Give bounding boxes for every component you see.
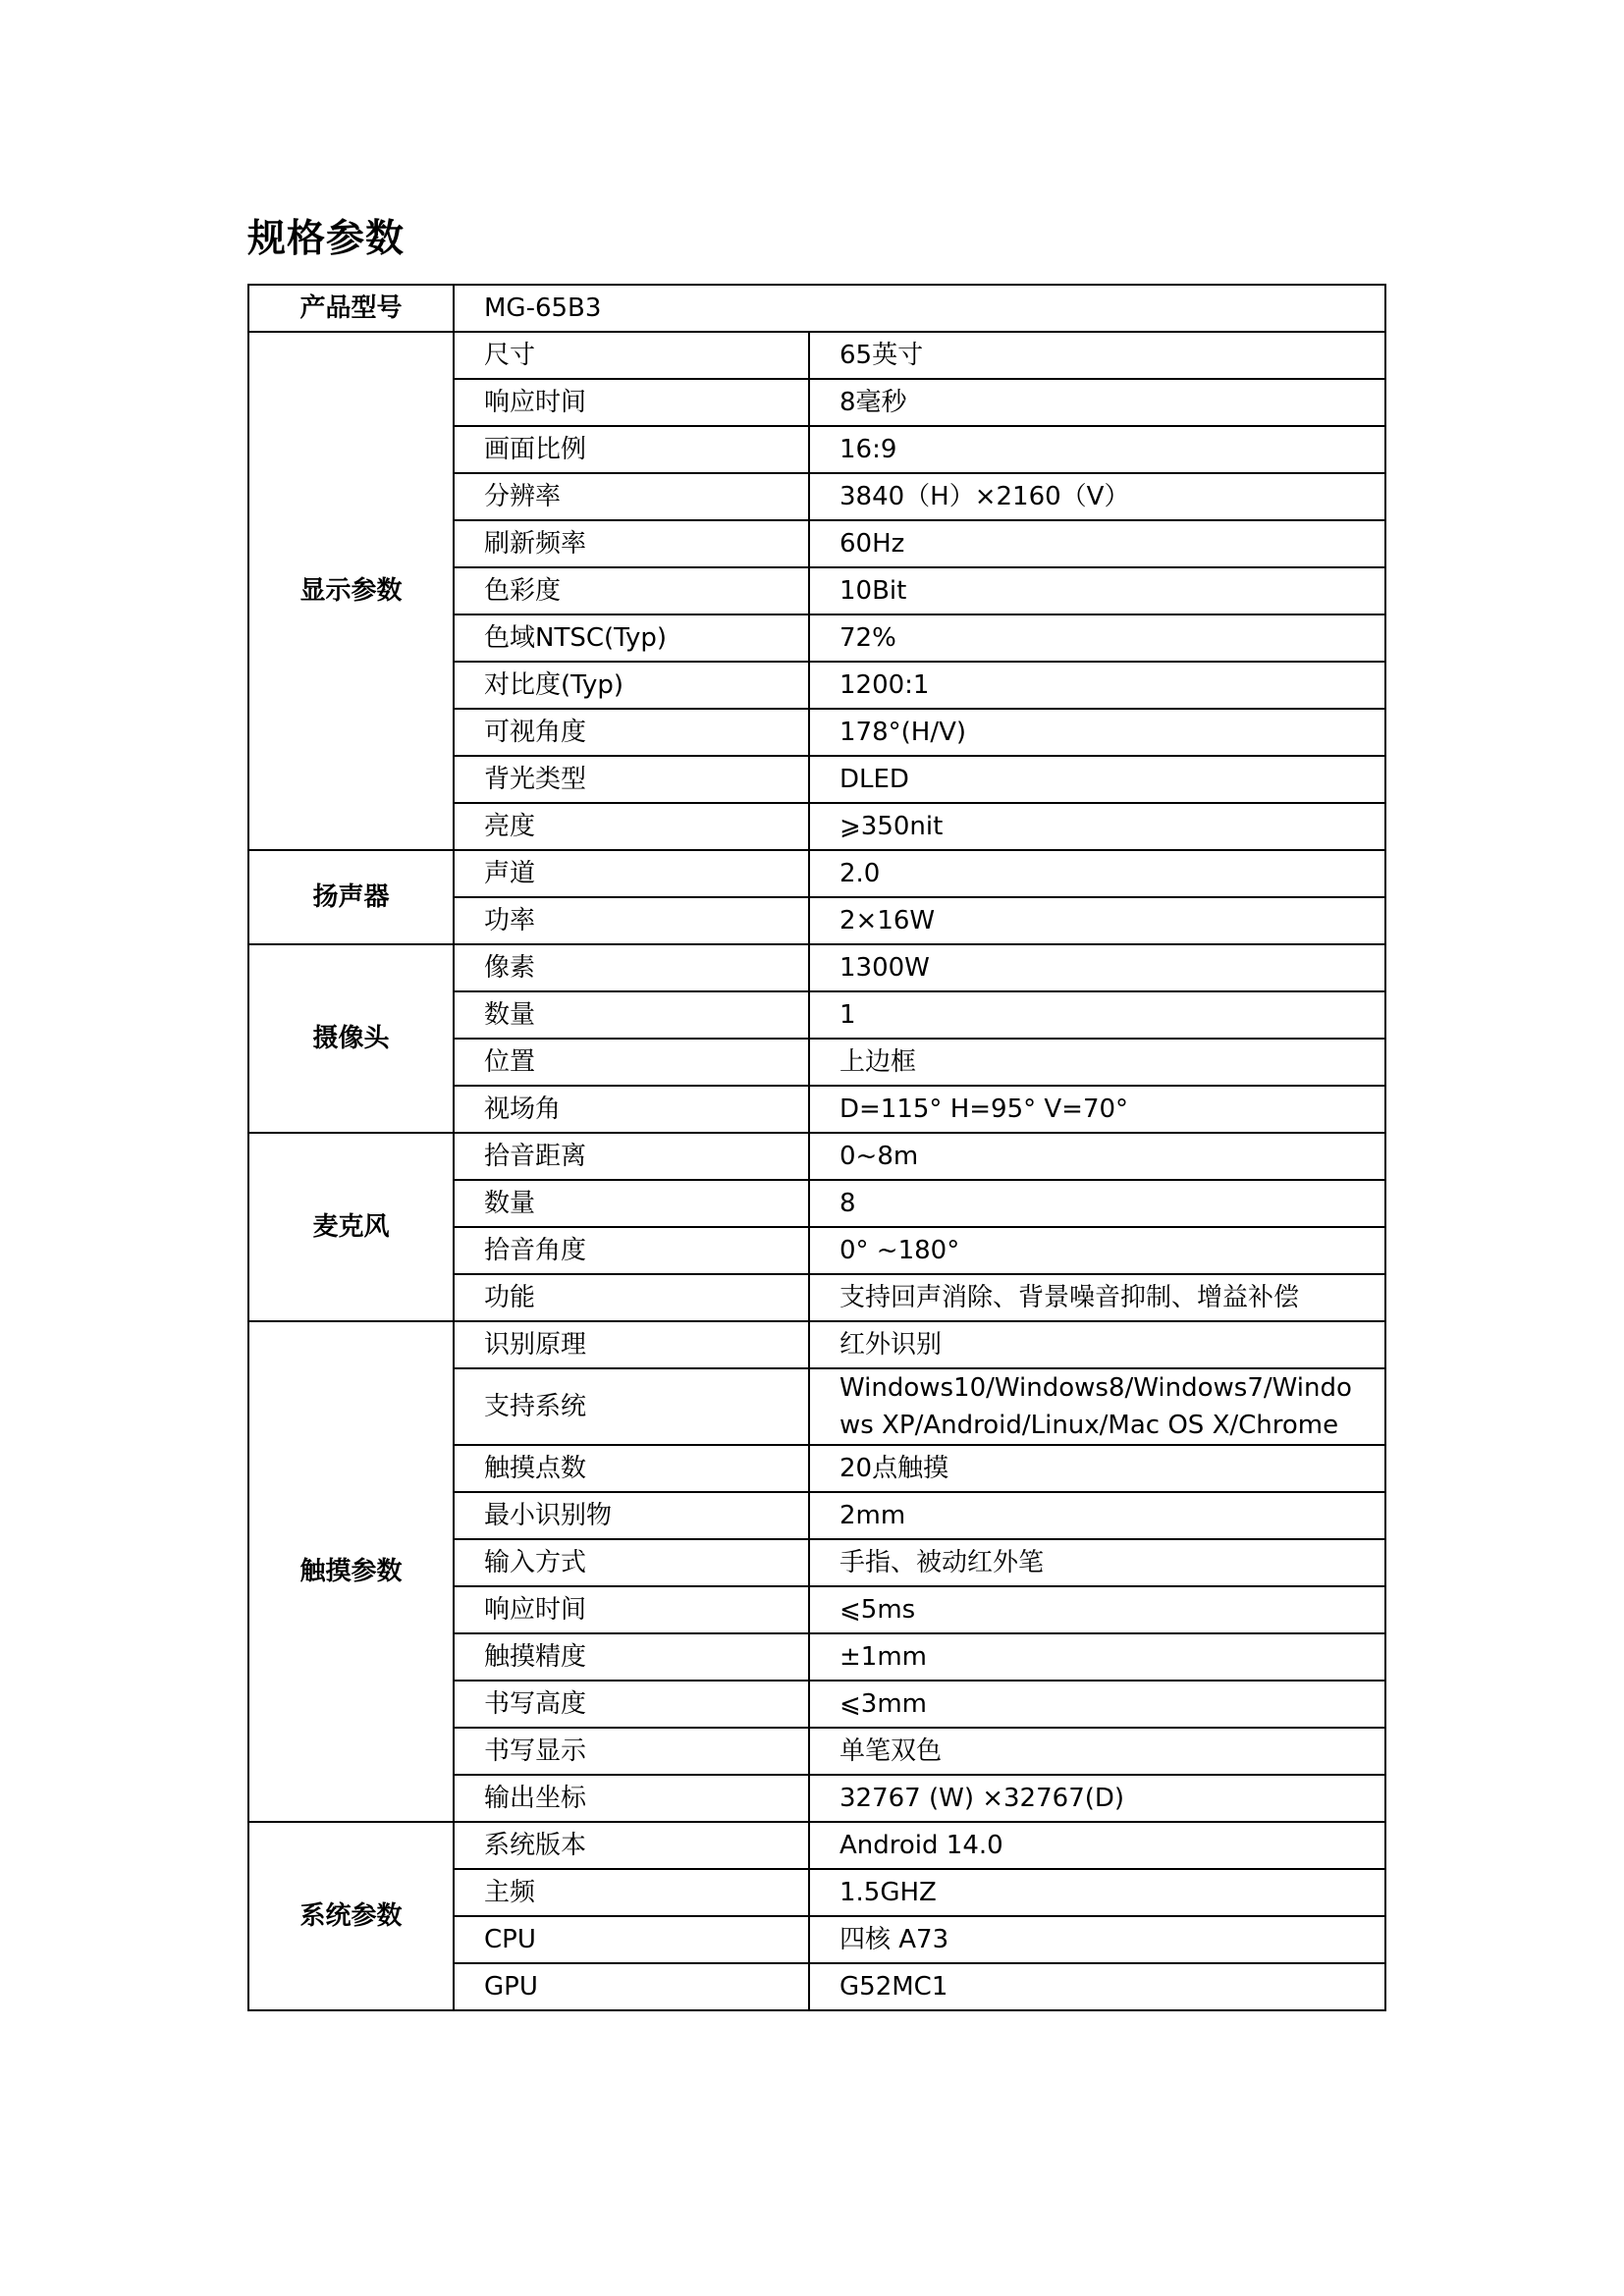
param-name: 主频 — [454, 1869, 809, 1916]
param-value: 20点触摸 — [809, 1445, 1385, 1492]
param-name: 尺寸 — [454, 332, 809, 379]
param-value: Android 14.0 — [809, 1822, 1385, 1869]
param-value: ⩽3mm — [809, 1681, 1385, 1728]
param-value: 178°(H/V) — [809, 709, 1385, 756]
spec-row — [248, 332, 1385, 379]
group-label: 扬声器 — [248, 850, 454, 944]
param-name: 响应时间 — [454, 1586, 809, 1633]
param-name: 触摸精度 — [454, 1633, 809, 1681]
param-name: 触摸点数 — [454, 1445, 809, 1492]
param-name: 功能 — [454, 1274, 809, 1321]
param-value: 单笔双色 — [809, 1728, 1385, 1775]
param-name: 拾音距离 — [454, 1133, 809, 1180]
param-name: 书写显示 — [454, 1728, 809, 1775]
param-name: 可视角度 — [454, 709, 809, 756]
param-value: 60Hz — [809, 520, 1385, 567]
spec-table — [247, 284, 1386, 2011]
param-name: 书写高度 — [454, 1681, 809, 1728]
param-name: 背光类型 — [454, 756, 809, 803]
param-value: 65英寸 — [809, 332, 1385, 379]
spec-row — [248, 1133, 1385, 1180]
param-value: 红外识别 — [809, 1321, 1385, 1368]
param-name: 支持系统 — [454, 1368, 809, 1445]
param-value: 0~8m — [809, 1133, 1385, 1180]
param-name: 视场角 — [454, 1086, 809, 1133]
param-value: G52MC1 — [809, 1963, 1385, 2010]
param-name: 拾音角度 — [454, 1227, 809, 1274]
param-value: 2.0 — [809, 850, 1385, 897]
group-label: 摄像头 — [248, 944, 454, 1133]
param-value: ±1mm — [809, 1633, 1385, 1681]
param-name: 像素 — [454, 944, 809, 991]
spec-row — [248, 944, 1385, 991]
param-value: 手指、被动红外笔 — [809, 1539, 1385, 1586]
param-value: 3840（H）×2160（V） — [809, 473, 1385, 520]
param-name: 输出坐标 — [454, 1775, 809, 1822]
param-value: 1300W — [809, 944, 1385, 991]
page-title: 规格参数 — [247, 217, 406, 261]
param-name: 最小识别物 — [454, 1492, 809, 1539]
group-label: 显示参数 — [248, 332, 454, 850]
param-value: ⩾350nit — [809, 803, 1385, 850]
param-value: ⩽5ms — [809, 1586, 1385, 1633]
param-value: 8毫秒 — [809, 379, 1385, 426]
param-name: 功率 — [454, 897, 809, 944]
param-name: CPU — [454, 1916, 809, 1963]
param-value: 2mm — [809, 1492, 1385, 1539]
spec-row — [248, 1321, 1385, 1368]
param-value: Windows10/Windows8/Windows7/Windows XP/Android/Linux/Mac OS X/Chrome — [809, 1368, 1385, 1445]
param-name: 画面比例 — [454, 426, 809, 473]
param-name: 色域NTSC(Typ) — [454, 614, 809, 662]
param-value: 上边框 — [809, 1039, 1385, 1086]
param-name: 位置 — [454, 1039, 809, 1086]
param-value: 四核 A73 — [809, 1916, 1385, 1963]
param-value: 支持回声消除、背景噪音抑制、增益补偿 — [809, 1274, 1385, 1321]
spec-table-body — [248, 285, 1385, 2010]
param-name: 刷新频率 — [454, 520, 809, 567]
param-value: 1 — [809, 991, 1385, 1039]
param-value: 32767 (W) ×32767(D) — [809, 1775, 1385, 1822]
group-label: 触摸参数 — [248, 1321, 454, 1822]
param-name: 识别原理 — [454, 1321, 809, 1368]
param-name: 响应时间 — [454, 379, 809, 426]
model-row — [248, 285, 1385, 332]
param-value: DLED — [809, 756, 1385, 803]
spec-row — [248, 1822, 1385, 1869]
model-value: MG-65B3 — [454, 285, 1385, 332]
param-name: 对比度(Typ) — [454, 662, 809, 709]
param-value: D=115° H=95° V=70° — [809, 1086, 1385, 1133]
spec-row — [248, 850, 1385, 897]
group-label: 系统参数 — [248, 1822, 454, 2010]
param-value: 1200:1 — [809, 662, 1385, 709]
group-label: 麦克风 — [248, 1133, 454, 1321]
model-label: 产品型号 — [248, 285, 454, 332]
param-value: 8 — [809, 1180, 1385, 1227]
param-value: 16:9 — [809, 426, 1385, 473]
param-name: 亮度 — [454, 803, 809, 850]
param-value: 0° ~180° — [809, 1227, 1385, 1274]
param-name: 声道 — [454, 850, 809, 897]
param-name: 系统版本 — [454, 1822, 809, 1869]
param-name: 分辨率 — [454, 473, 809, 520]
param-value: 1.5GHZ — [809, 1869, 1385, 1916]
param-value: 2×16W — [809, 897, 1385, 944]
param-value: 72% — [809, 614, 1385, 662]
param-name: 数量 — [454, 1180, 809, 1227]
param-name: 数量 — [454, 991, 809, 1039]
param-name: GPU — [454, 1963, 809, 2010]
param-value: 10Bit — [809, 567, 1385, 614]
param-name: 色彩度 — [454, 567, 809, 614]
param-name: 输入方式 — [454, 1539, 809, 1586]
